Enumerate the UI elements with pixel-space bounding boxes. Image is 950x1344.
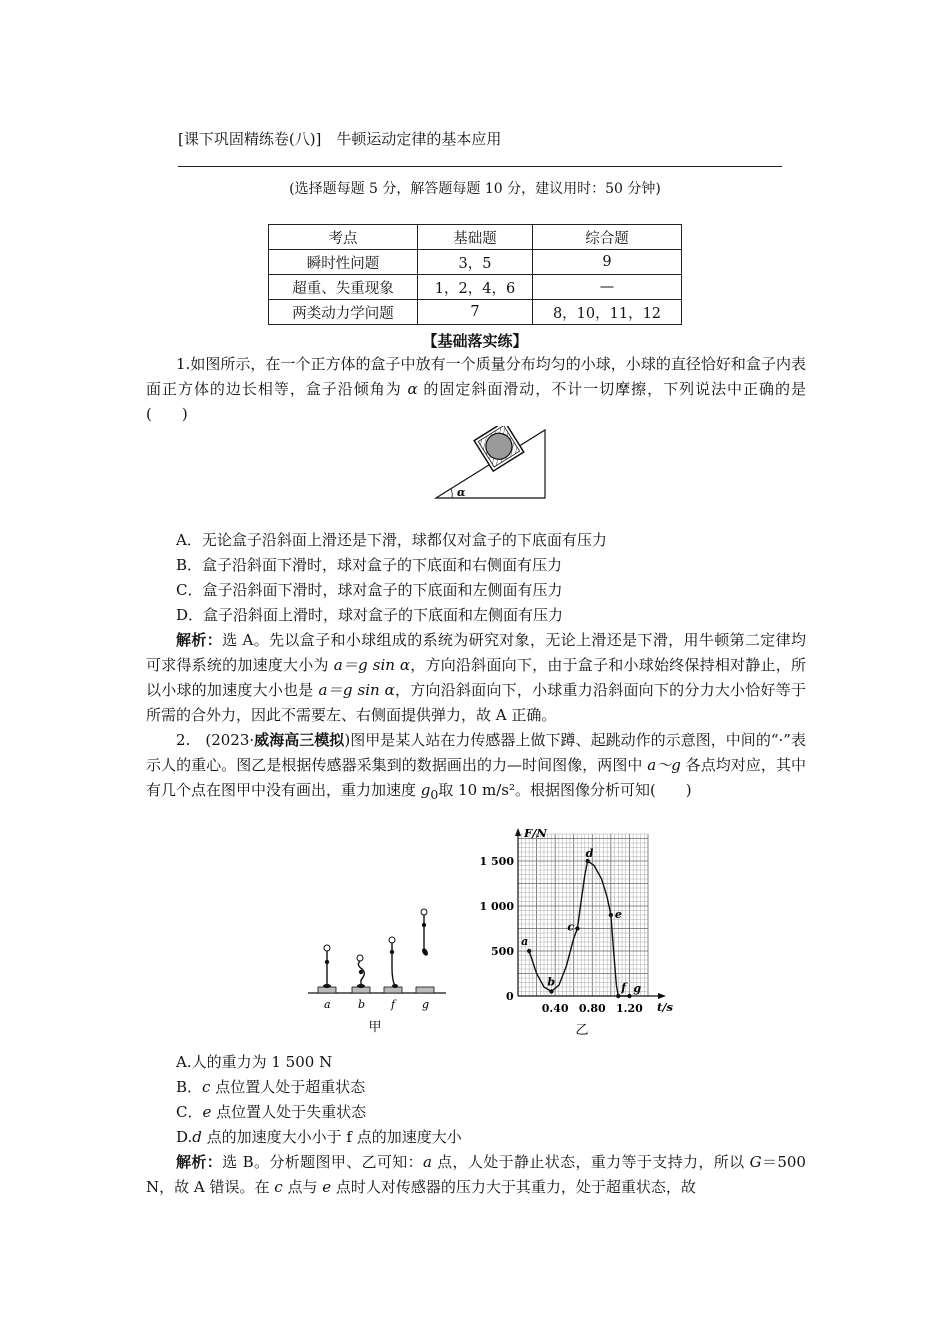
q1-option-d: D．盒子沿斜面上滑时，球对盒子的下底面和左侧面有压力: [176, 606, 564, 624]
topic-table: [268, 224, 682, 325]
y-tick-label: 1 500: [479, 855, 514, 868]
x-tick-label: 0.80: [578, 1002, 606, 1015]
table-header: 综合题: [533, 225, 682, 250]
table-row: [269, 275, 682, 300]
table-row: [269, 300, 682, 325]
table-header-row: [269, 225, 682, 250]
sensor-f: [384, 987, 402, 993]
jia-label-a: a: [324, 998, 331, 1011]
data-point-a: [527, 949, 531, 953]
table-cell: 7: [418, 300, 533, 325]
table-cell: 3，5: [418, 250, 533, 275]
q1-option-c: C．盒子沿斜面下滑时，球对盒子的下底面和左侧面有压力: [176, 581, 563, 599]
figure-jia: [300, 900, 450, 1040]
point-label-a: a: [521, 935, 529, 948]
figure-a: [323, 945, 331, 988]
q1-option-a: A．无论盒子沿斜面上滑还是下滑，球都仅对盒子的下底面有压力: [176, 531, 607, 549]
q1-option-b: B．盒子沿斜面下滑时，球对盒子的下底面和右侧面有压力: [176, 556, 563, 574]
data-point-g: [627, 994, 631, 998]
q2-stem: 2. (2023·威海高三模拟)图甲是某人站在力传感器上做下蹲、起跳动作的示意图，中间的“·”表示人的重心。图乙是根据传感器采集到的数据画出的力—时间图像，两图中 a～g 各点均对应，其中有几个点在图甲中没有画出，重力加速度 $g_0$取 10 m/s²。根据图像分析可知( ): [146, 731, 806, 802]
sensor-g: [416, 987, 434, 993]
table-cell: 9: [533, 250, 682, 275]
table-header: 考点: [269, 225, 418, 250]
point-label-c: c: [567, 920, 575, 934]
point-label-e: e: [614, 908, 622, 921]
jia-label-g: g: [422, 998, 430, 1011]
point-label-d: d: [585, 847, 594, 860]
table-cell: 1，2，4，6: [418, 275, 533, 300]
data-point-c: [575, 926, 579, 930]
jia-caption: 甲: [368, 1020, 382, 1035]
incline-figure: [430, 426, 550, 502]
x-tick-label: 1.20: [616, 1002, 643, 1015]
q2-option-d: D.d 点的加速度大小小于 f 点的加速度大小: [176, 1128, 462, 1146]
box-with-ball: [474, 426, 524, 471]
yi-caption: 乙: [575, 1023, 589, 1038]
y-tick-label: 1 000: [479, 900, 514, 913]
x-axis-label: t/s: [657, 1000, 673, 1014]
force-time-chart: [470, 826, 685, 1040]
table-cell: 8，10，11，12: [533, 300, 682, 325]
table-header: 基础题: [418, 225, 533, 250]
time-note: (选择题每题 5 分，解答题每题 10 分，建议用时：50 分钟): [289, 181, 661, 197]
point-label-b: b: [547, 975, 556, 989]
x-tick-label: 0.40: [541, 1002, 569, 1015]
data-point-f: [616, 994, 620, 998]
origin-label: 0: [506, 990, 514, 1003]
y-axis-arrow: [515, 828, 521, 836]
point-label-g: g: [633, 982, 642, 995]
table-row: [269, 250, 682, 275]
table-cell: 瞬时性问题: [269, 250, 418, 275]
table-cell: 两类动力学问题: [269, 300, 418, 325]
jia-label-b: b: [358, 998, 366, 1011]
title-divider: [178, 166, 782, 167]
chart-grid: [518, 834, 648, 996]
q2-option-a: A.人的重力为 1 500 N: [176, 1053, 333, 1071]
y-axis-label: F/N: [524, 826, 547, 840]
alpha-label: α: [457, 486, 466, 499]
figure-b: [357, 955, 365, 988]
jia-label-f: f: [391, 998, 396, 1011]
page-title: [课下巩固精练卷(八)] 牛顿运动定律的基本应用: [178, 130, 502, 148]
section-title: 【基础落实练】: [422, 332, 528, 350]
data-point-b: [549, 989, 553, 993]
q2-analysis: 解析：选 B。分析题图甲、乙可知：a 点，人处于静止状态，重力等于支持力，所以 G＝500 N，故 A 错误。在 c 点与 e 点时人对传感器的压力大于其重力，处于超重状态，故: [146, 1153, 806, 1196]
data-point-e: [609, 913, 613, 917]
q2-option-b: B．c 点位置人处于超重状态: [176, 1078, 366, 1096]
point-label-f: f: [621, 981, 627, 994]
q1-stem: 1.如图所示，在一个正方体的盒子中放有一个质量分布均匀的小球，小球的直径恰好和盒子内表面正方体的边长相等，盒子沿倾角为 α 的固定斜面滑动，不计一切摩擦，下列说法中正确的是( ): [146, 355, 806, 423]
figure-f: [389, 937, 398, 988]
y-tick-label: 500: [491, 945, 514, 958]
table-cell: —: [533, 275, 682, 300]
figure-g: [421, 909, 429, 957]
q2-option-c: C．e 点位置人处于失重状态: [176, 1103, 367, 1121]
x-axis-arrow: [658, 993, 666, 999]
q1-analysis: 解析：选 A。先以盒子和小球组成的系统为研究对象，无论上滑还是下滑，用牛顿第二定律均可求得系统的加速度大小为 a＝g sin α，方向沿斜面向下，由于盒子和小球始终保持相对静止，所以小球的加速度大小也是 a＝g sin α，方向沿斜面向下，小球重力沿斜面向下的分力大小恰好等于所需的合外力，因此不需要左、右侧面提供弹力，故 A 正确。: [146, 631, 806, 724]
table-cell: 超重、失重现象: [269, 275, 418, 300]
